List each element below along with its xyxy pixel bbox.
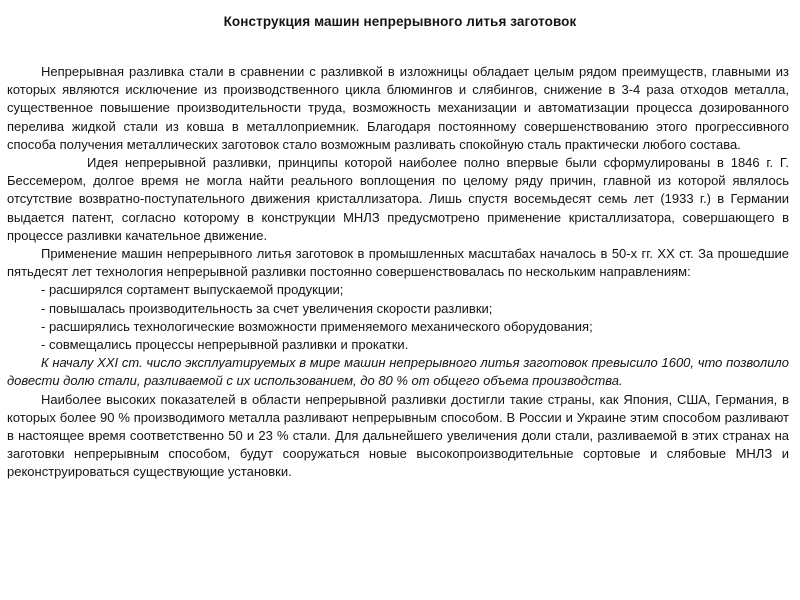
document-body bbox=[7, 63, 789, 482]
page-title: Конструкция машин непрерывного литья заготовок bbox=[223, 14, 577, 29]
paragraph-xxi-century: К началу XXI ст. число эксплуатируемых в мире машин непрерывного литья заготовок превысило 1600, что позволило довести долю стали, разливаемой с их использованием, до 80 % от общего объема производства. bbox=[7, 355, 789, 389]
paragraph-advantages: Непрерывная разливка стали в сравнении с разливкой в изложницы обладает целым рядом преимуществ, главными из которых являются исключение из производственного цикла блюмингов и слябингов, снижение в 3-4 раза отходов металла, существенное повышение производительности труда, возможность механизации и автоматизации процесса дозированного перелива жидкой стали из ковша в металлоприемник. Благодаря постоянному совершенствованию этого прогрессивного способа получения металлических заготовок стало возможным разливать спокойную сталь практически любого состава. bbox=[7, 64, 789, 152]
paragraph-countries: Наиболее высоких показателей в области непрерывной разливки достигли такие страны, как Япония, США, Германия, в которых более 90 % производимого металла разливают непрерывным способом. В России и Украине этим способом разливают в настоящее время соответственно 50 и 23 % стали. Для дальнейшего увеличения доли стали, разливаемой в этих странах на заготовки непрерывным способом, будут сооружаться новые высокопроизводительные сортовые и слябовые МНЛЗ и реконструироваться существующие установки. bbox=[7, 391, 789, 480]
paragraph-history: Идея непрерывной разливки, принципы которой наиболее полно впервые были сформулированы в 1846 г. Г. Бессемером, долгое время не могла найти реального воплощения по целому ряду причин, главной из которой являлось отсутствие возвратно-поступательного движения кристаллизатора. Лишь спустя восемьдесят семь лет (1933 г.) в Германии выдается патент, согласно которому в конструкции МНЛЗ предусмотрено применение кристаллизатора, совершающего в процессе разливки качательное движение. bbox=[7, 155, 789, 243]
list-item: - расширялись технологические возможности применяемого механического оборудования; bbox=[41, 318, 593, 334]
list-item: - повышалась производительность за счет увеличения скорости разливки; bbox=[41, 300, 493, 316]
list-item: - расширялся сортамент выпускаемой продукции; bbox=[41, 282, 344, 298]
paragraph-industrial-application: Применение машин непрерывного литья заготовок в промышленных масштабах началось в 50-х гг. XX ст. За прошедшие пятьдесят лет технология непрерывной разливки постоянно совершенствовалась по нескольким направлениям: bbox=[7, 246, 789, 280]
list-item: - совмещались процессы непрерывной разливки и прокатки. bbox=[41, 337, 409, 353]
